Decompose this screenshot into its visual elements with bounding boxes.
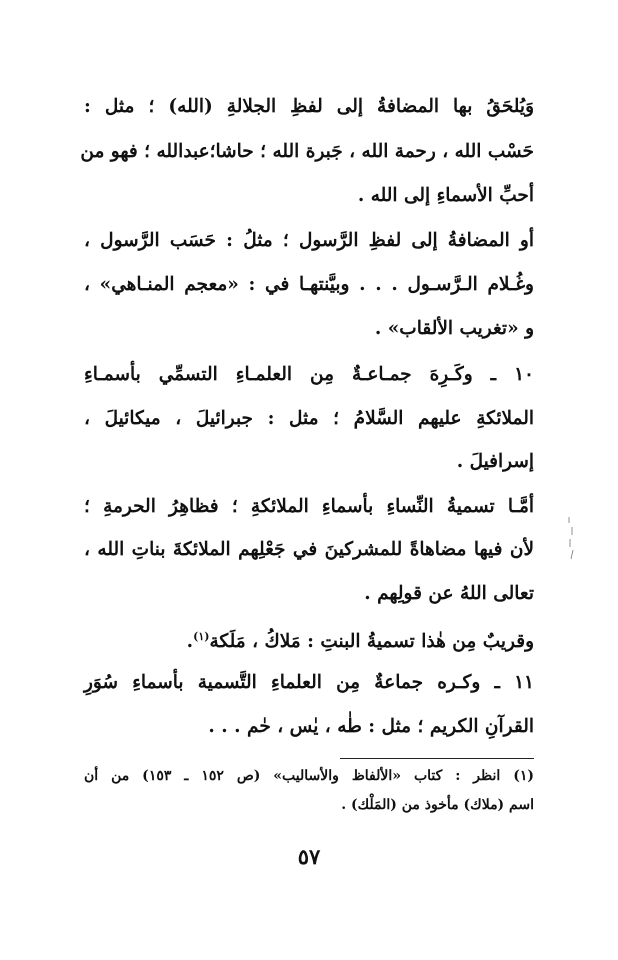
- body-line-15: القرآنِ الكريم ؛ مثل : طٰه ، يٰس ، حٰم . . .: [208, 716, 534, 737]
- footnote-reference: (١): [193, 630, 210, 643]
- body-line-13-text: وقريبٌ مِن هٰذا تسميةُ البنتِ : مَلاكُ ، مَلَكة: [209, 631, 534, 653]
- body-line-5: وغُـلام الـرَّسـول . . . وبيَّنتهـا في : «معجم المنـاهي» ،: [84, 274, 534, 295]
- footnote-line-2: اسم (ملاك) مأخوذ من (المَلْك) .: [341, 797, 534, 813]
- body-line-7: ١٠ ـ وكَـرِهَ جمـاعـةٌ مِن العلمـاءِ التسمِّي بأسمـاءِ: [84, 364, 534, 385]
- body-line-3: أحبِّ الأسماءِ إلى الله .: [357, 185, 534, 206]
- body-line-11: لأن فيها مضاهاةً للمشركينَ في جَعْلِهم الملائكةَ بناتِ الله ،: [84, 539, 534, 560]
- body-line-1: وَيُلحَقُ بها المضافةُ إلى لفظِ الجلالةِ (الله) ؛ مثل :: [84, 96, 534, 117]
- footnote-line-1: (١) انظر : كتاب «الألفاظ والأساليب» (ص ١٥٢ ـ ١٥٣) من أن: [84, 768, 534, 784]
- body-line-2: حَسْب الله ، رحمة الله ، جَبرة الله ؛ حاشا؛عبدالله ؛ فهو من: [80, 141, 534, 162]
- page-number: ٥٧: [297, 844, 321, 869]
- body-line-13: [112, 622, 534, 652]
- body-line-14: ١١ ـ وكـره جماعةٌ مِن العلماءِ التَّسمية بأسماءِ سُوَرِ: [84, 672, 534, 693]
- body-line-4: أو المضافةُ إلى لفظِ الرَّسول ؛ مثلُ : حَسَب الرَّسول ،: [84, 230, 534, 251]
- footnote-separator: [340, 758, 534, 759]
- body-line-9: إسرافيلَ .: [456, 451, 534, 472]
- body-line-10: أمَّـا تسميةُ النِّساءِ بأسماءِ الملائكةِ ؛ فظاهِرُ الحرمةِ ؛: [84, 496, 534, 517]
- body-line-6: و «تغريب الألقاب» .: [374, 318, 534, 339]
- body-line-12: تعالى اللهُ عن قولِهم .: [364, 583, 534, 604]
- body-line-13-end: .: [186, 631, 194, 653]
- body-line-8: الملائكةِ عليهم السَّلامُ ؛ مثل : جبرائيلَ ، ميكائيلَ ،: [84, 408, 534, 429]
- margin-marks: [566, 515, 576, 561]
